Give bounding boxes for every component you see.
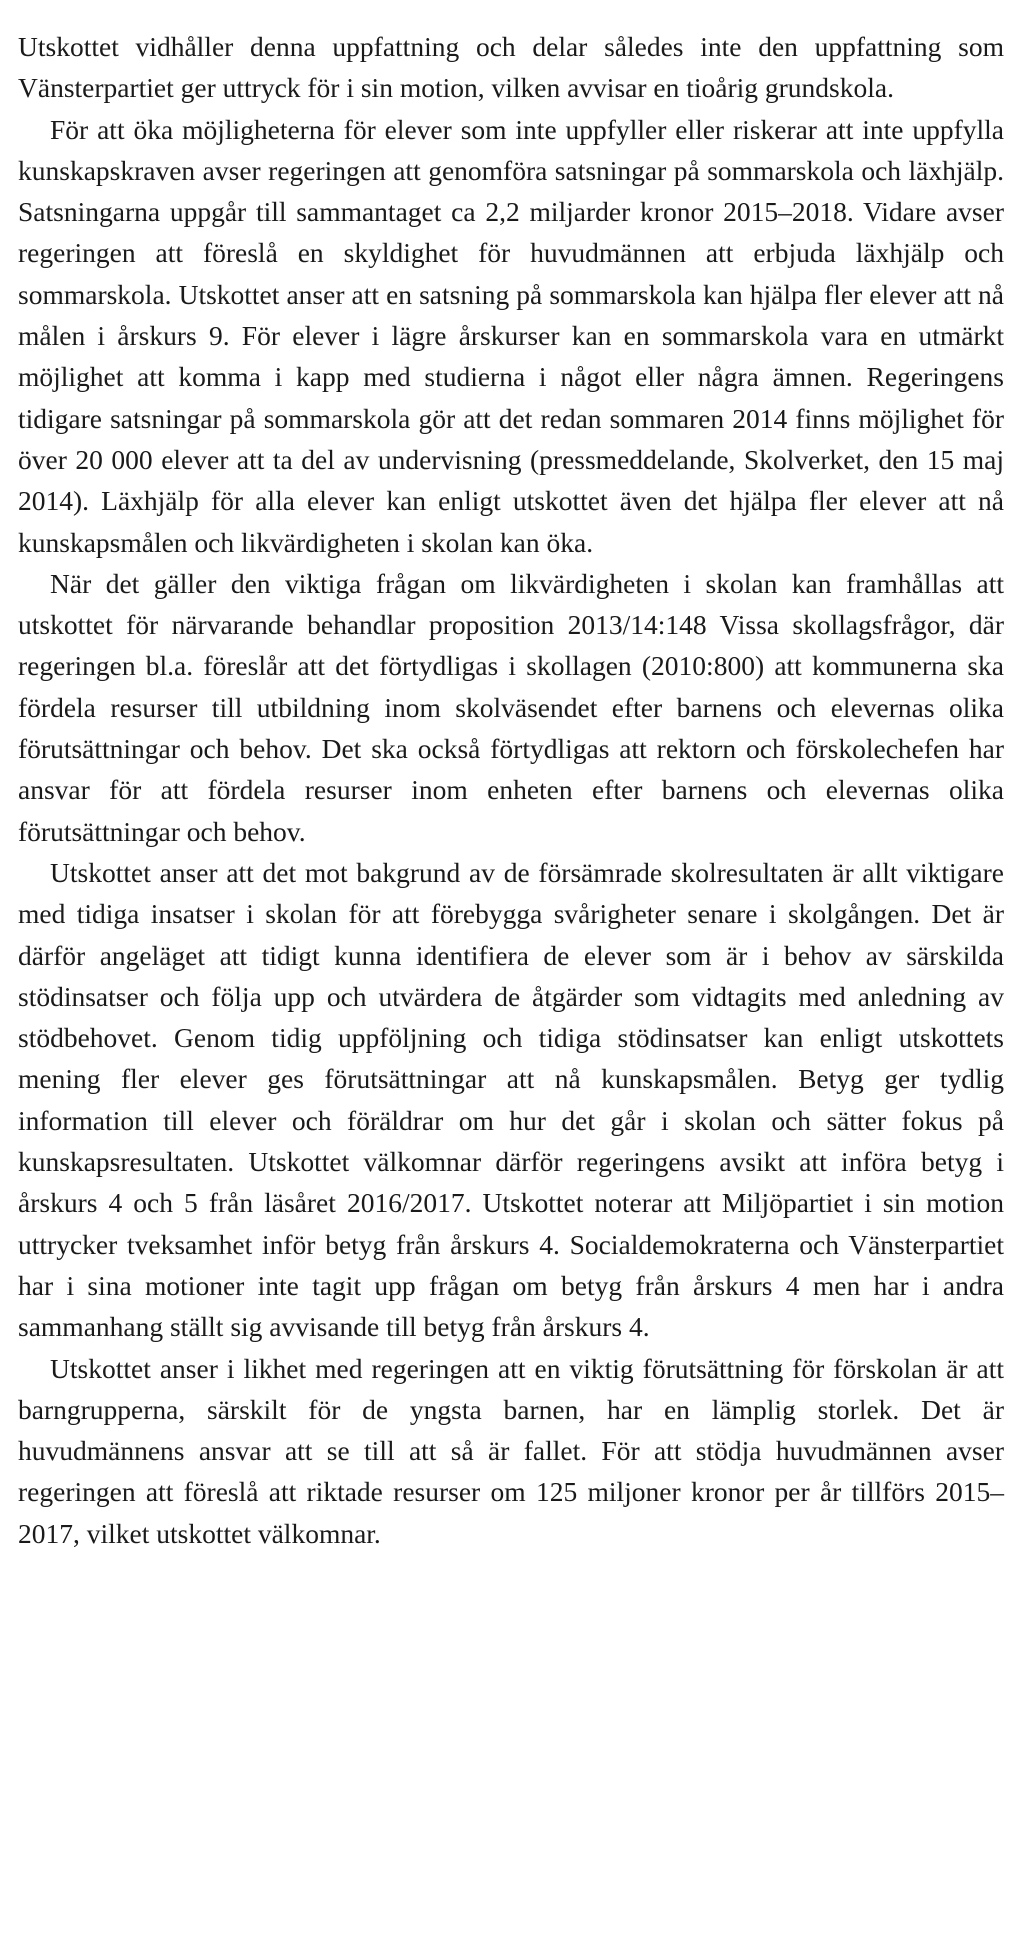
paragraph-5: Utskottet anser i likhet med regeringen att en viktig förutsättning för förskolan är att barngrupperna, särskilt för de yngsta barnen, har en lämplig storlek. Det är huvudmännens ansvar att se till att så är fallet. För att stödja huvudmännen avser regeringen att föreslå att riktade resurser om 125 miljoner kronor per år tillförs 2015–2017, vilket utskottet välkomnar. (18, 1352, 1004, 1549)
document-page (18, 26, 1004, 1554)
paragraph-1: Utskottet vidhåller denna uppfattning och delar således inte den uppfattning som Vänsterpartiet ger uttryck för i sin motion, vilken avvisar en tioårig grundskola. (18, 31, 1004, 104)
paragraph-3: När det gäller den viktiga frågan om likvärdigheten i skolan kan framhållas att utskottet för närvarande behandlar proposition 2013/14:148 Vissa skollagsfrågor, där regeringen bl.a. föreslår att det förtydligas i skollagen (2010:800) att kommunerna ska fördela resurser till utbildning inom skolväsendet efter barnens och elevernas olika förutsättningar och behov. Det ska också förtydligas att rektorn och förskolechefen har ansvar för att fördela resurser inom enheten efter barnens och elevernas olika förutsättningar och behov. (18, 567, 1004, 847)
paragraph-4: Utskottet anser att det mot bakgrund av de försämrade skolresultaten är allt viktigare med tidiga insatser i skolan för att förebygga svårigheter senare i skolgången. Det är därför angeläget att tidigt kunna identifiera de elever som är i behov av särskilda stödinsatser och följa upp och utvärdera de åtgärder som vidtagits med anledning av stödbehovet. Genom tidig uppföljning och tidiga stödinsatser kan enligt utskottets mening fler elever ges förutsättningar att nå kunskapsmålen. Betyg ger tydlig information till elever och föräldrar om hur det går i skolan och sätter fokus på kunskapsresultaten. Utskottet välkomnar därför regeringens avsikt att införa betyg i årskurs 4 och 5 från läsåret 2016/2017. Utskottet noterar att Miljöpartiet i sin motion uttrycker tveksamhet inför betyg från årskurs 4. Socialdemokraterna och Vänsterpartiet har i sina motioner inte tagit upp frågan om betyg från årskurs 4 men har i andra sammanhang ställt sig avvisande till betyg från årskurs 4. (18, 856, 1004, 1343)
paragraph-2: För att öka möjligheterna för elever som inte uppfyller eller riskerar att inte uppfylla kunskapskraven avser regeringen att genomföra satsningar på sommarskola och läxhjälp. Satsningarna uppgår till sammantaget ca 2,2 miljarder kronor 2015–2018. Vidare avser regeringen att föreslå en skyldighet för huvudmännen att erbjuda läxhjälp och sommarskola. Utskottet anser att en satsning på sommarskola kan hjälpa fler elever att nå målen i årskurs 9. För elever i lägre årskurser kan en sommarskola vara en utmärkt möjlighet att komma i kapp med studierna i något eller några ämnen. Regeringens tidigare satsningar på sommarskola gör att det redan sommaren 2014 finns möjlighet för över 20 000 elever att ta del av undervisning (pressmeddelande, Skolverket, den 15 maj 2014). Läxhjälp för alla elever kan enligt utskottet även det hjälpa fler elever att nå kunskapsmålen och likvärdigheten i skolan kan öka. (18, 113, 1004, 558)
